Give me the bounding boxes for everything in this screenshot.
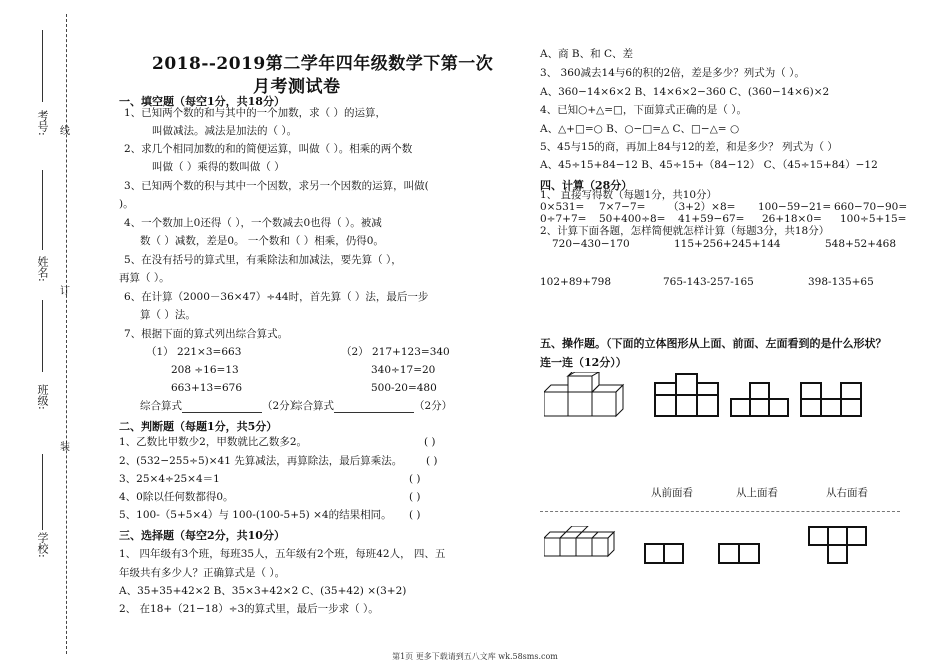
- simplify-item: 398-135+65: [808, 276, 874, 288]
- sec1-line: 再算（ ）。: [119, 272, 170, 284]
- binding-line: [66, 14, 67, 654]
- binding-mark-ding: 订: [60, 286, 70, 297]
- binding-mark-zhuang: 装: [60, 442, 70, 453]
- calc-item: 100÷5+15=: [840, 213, 907, 225]
- sec1-line: 5、在没有括号的算式里，有乘除法和加减法，要先算（ ），: [124, 254, 402, 266]
- points-label: （2分）: [262, 400, 301, 412]
- simplify-item: 115+256+245+144: [674, 238, 781, 250]
- kaohao-label: 考号:: [36, 110, 49, 136]
- page-footer: 第1页 更多下载请到五八文库 wk.58sms.com: [392, 652, 558, 661]
- view-label-top: 从上面看: [736, 487, 778, 499]
- sec3-heading: 三、选择题（每空2分，共10分）: [119, 529, 285, 542]
- judge-item: 3、25×4÷25×4＝1: [119, 473, 220, 485]
- choice-q3-options: A、360−14×6×2 B、14×6×2−360 C、(360−14×6)×2: [540, 86, 830, 98]
- equation-1a: （1） 221×3=663: [146, 346, 242, 358]
- judge-answer-paren[interactable]: ( ): [409, 473, 421, 485]
- answer-shape-3: [808, 526, 868, 566]
- choice-q4-options: A、△+□=○ B、○−□=△ C、□−△= ○: [540, 123, 740, 135]
- equation-2c: 500-20=480: [371, 382, 437, 394]
- choice-q5: 5、45与15的商，再加上84与12的差，和是多少？ 列式为（ ）: [540, 141, 838, 153]
- judge-answer-paren[interactable]: ( ): [424, 436, 436, 448]
- judge-item: 2、(532−255÷5)×41 先算减法，再算除法，最后算乘法。: [119, 455, 403, 467]
- view-shape-1: [654, 372, 722, 418]
- sec1-line: 2、求几个相同加数的和的简便运算，叫做（ ）。相乘的两个数: [124, 143, 413, 155]
- choice-q1: 1、 四年级有3个班，每班35人，五年级有2个班，每班42人， 四、五: [119, 548, 446, 560]
- view-label-front: 从前面看: [651, 487, 693, 499]
- sec1-heading: 一、填空题（每空1分，共18分）: [119, 95, 285, 108]
- sec1-line: 3、已知两个数的积与其中一个因数，求另一个因数的运算，叫做(: [124, 180, 429, 192]
- calc-item: 100−59−21=: [758, 201, 832, 213]
- combined-answer-blank-2[interactable]: [334, 401, 414, 413]
- cube-stack-figure: [544, 372, 640, 420]
- kaohao-field[interactable]: [42, 30, 43, 102]
- choice-q4: 4、已知○+△=□，下面算式正确的是（ ）。: [540, 104, 748, 116]
- sec5-heading-cont: 连一连（12分））: [540, 356, 627, 369]
- judge-item: 1、乙数比甲数少2，甲数就比乙数多2。: [119, 436, 308, 448]
- points-label: （2分）: [414, 400, 453, 412]
- combined-formula-2: [292, 400, 452, 413]
- answer-shape-1: [644, 543, 686, 565]
- choice-q2-options: A、商 B、和 C、差: [540, 48, 634, 60]
- judge-item: 5、100-（5+5×4）与 100-(100-5+5) ×4的结果相同。: [119, 509, 392, 521]
- choice-q3: 3、 360减去14与6的积的2倍，差是多少？列式为（ ）。: [540, 67, 805, 79]
- calc-item: 660−70−90=: [834, 201, 908, 213]
- sec1-line: )。: [119, 198, 134, 210]
- judge-answer-paren[interactable]: ( ): [409, 509, 421, 521]
- page-title-line1: 2018--2019第二学年四年级数学下第一次: [152, 54, 494, 74]
- calc-item: 26+18×0=: [762, 213, 822, 225]
- name-label: 姓名:: [36, 256, 49, 282]
- equation-1c: 663+13=676: [171, 382, 243, 394]
- sec2-heading: 二、判断题（每题1分，共5分）: [119, 420, 278, 433]
- calc-item: （3+2）×8=: [668, 201, 736, 213]
- equation-2b: 340÷17=20: [371, 364, 436, 376]
- choice-q2: 2、 在18+（21−18）÷3的算式里，最后一步求（ ）。: [119, 603, 379, 615]
- equation-2a: （2） 217+123=340: [341, 346, 450, 358]
- sec5-heading: 五、操作题。（下面的立体图形从上面、前面、左面看到的是什么形状？: [540, 337, 887, 350]
- sec1-line: 叫做（ ）乘得的数叫做（ ）: [152, 161, 285, 173]
- sec1-line: 1、已知两个数的和与其中的一个加数，求（ ）的运算，: [124, 107, 387, 119]
- section-divider: [540, 511, 900, 512]
- choice-q5-options: A、45÷15+84−12 B、45÷15+（84−12） C、（45÷15+84）−12: [540, 159, 878, 171]
- simplify-item: 720−430−170: [552, 238, 630, 250]
- combined-formula-1: [140, 400, 300, 413]
- judge-item: 4、0除以任何数都得0。: [119, 491, 234, 503]
- combined-label: 综合算式: [292, 400, 334, 412]
- simplify-item: 102+89+798: [540, 276, 612, 288]
- equation-1b: 208 ÷16=13: [171, 364, 239, 376]
- view-label-right: 从右面看: [826, 487, 868, 499]
- calc-item: 0÷7+7=: [540, 213, 587, 225]
- view-shape-3: [800, 382, 864, 418]
- class-label: 班级:: [36, 384, 49, 410]
- class-field[interactable]: [42, 300, 43, 372]
- calc-item: 0×531=: [540, 201, 585, 213]
- combined-label: 综合算式: [140, 400, 182, 412]
- sec4-sub2: 2、计算下面各题，怎样简便就怎样计算（每题3分，共18分）: [540, 225, 830, 237]
- sec4-heading: 四、计算（28分）: [540, 179, 633, 192]
- sec1-line: 4、一个数加上0还得（ ），一个数减去0也得（ ）。被减: [124, 217, 382, 229]
- cube-row-figure: [544, 526, 620, 562]
- sec1-line: 叫做减法。减法是加法的（ ）。: [152, 125, 298, 137]
- sec1-line: 7、根据下面的算式列出综合算式。: [124, 328, 289, 340]
- combined-answer-blank-1[interactable]: [182, 401, 262, 413]
- page-title-line2: 月考测试卷: [253, 77, 341, 97]
- name-field[interactable]: [42, 170, 43, 250]
- choice-q1-cont: 年级共有多少人？正确算式是（ ）。: [119, 567, 286, 579]
- calc-item: 7×7−7=: [599, 201, 646, 213]
- calc-item: 41+59−67=: [678, 213, 745, 225]
- view-shape-2: [730, 382, 792, 418]
- school-label: 学校:: [36, 532, 49, 558]
- sec4-sub1: 1、 直接写得数（每题1分，共10分）: [540, 189, 718, 201]
- judge-answer-paren[interactable]: ( ): [409, 491, 421, 503]
- choice-q1-options: A、35+35+42×2 B、35×3+42×2 C、(35+42) ×(3+2): [119, 585, 407, 597]
- sec1-line: 数（ ）减数，差是0。 一个数和（ ）相乘，仍得0。: [140, 235, 384, 247]
- calc-item: 50+400÷8=: [599, 213, 666, 225]
- binding-mark-xian: 线: [60, 126, 70, 137]
- school-field[interactable]: [42, 454, 43, 530]
- sec1-line: 算（ ）法。: [140, 309, 196, 321]
- judge-answer-paren[interactable]: ( ): [426, 455, 438, 467]
- sec1-line: 6、在计算（2000－36×47）÷44时，首先算（ ）法，最后一步: [124, 291, 429, 303]
- answer-shape-2: [718, 543, 762, 565]
- simplify-item: 548+52+468: [825, 238, 897, 250]
- simplify-item: 765-143-257-165: [663, 276, 754, 288]
